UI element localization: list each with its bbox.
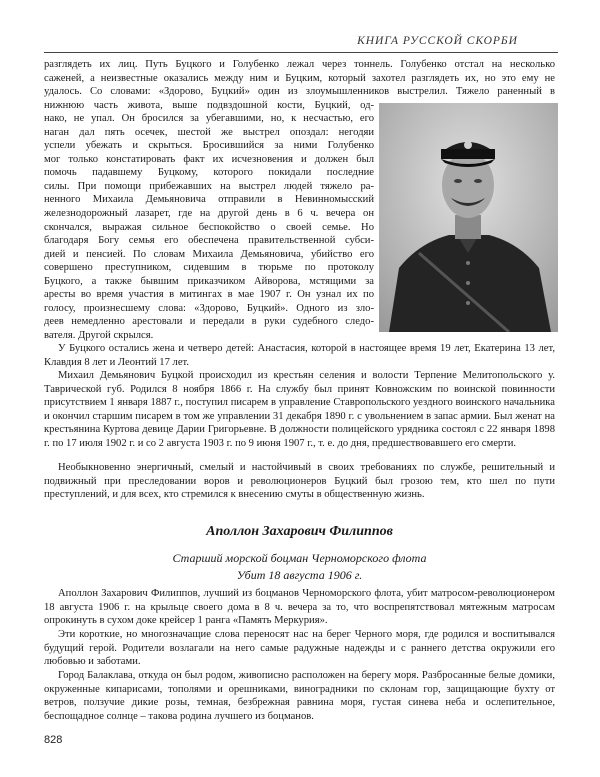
filippov-text-1: Аполлон Захарович Филиппов, лучший из боцманов Черноморского флота, убит матросом-революционером 18 августа 1906 г. на крыльце своего дома в 8 ч. вечера за то, что воспрепятствовал мятежным матросам опрокинуть в сухом доке крейсер 1 ранга «Память Меркурия».: [44, 588, 555, 627]
running-header: [44, 33, 558, 53]
family-paragraph: [44, 342, 555, 369]
summary-text: Необыкновенно энергичный, смелый и настойчивый в своих требованиях по службе, решительный и подвижный при преследовании воров и революционеров Буцкий был грозою тем, кто шел по пути преступлений, и для всех, кто стремился к внесению смуты в общественную жизнь.: [44, 462, 555, 501]
text-line: вателя. Другой скрылся.: [44, 329, 154, 341]
text-line: ненного Михаила Демьяновича отправили в Невинномысский: [44, 194, 374, 206]
section-death-date: Убит 18 августа 1906 г.: [236, 568, 363, 582]
text-line: нако, не упал. Он бросился за убегавшими, но, к несчастью, его: [44, 113, 374, 125]
section-role: Старший морской боцман Черноморского флота: [172, 551, 427, 565]
text-line: саженей, а неизвестные оказались между ним и Буцким, который захотел разглядеть их, но это ему не: [44, 72, 555, 84]
text-line: дией и пенсией. По словам Михаила Демьяновича, убийство его: [44, 248, 374, 260]
page-number: 828: [44, 734, 63, 746]
header-rule: [44, 52, 558, 53]
wrapped-paragraph: [44, 99, 374, 343]
text-line: удалось. Со словами: «Здорово, Буцкий» один из злоумышленников выстрелил. Тяжело раненный в: [44, 86, 555, 98]
filippov-paragraph-2: [44, 628, 555, 669]
section-heading: [44, 523, 555, 583]
text-line: силы. При помощи прибежавших на выстрел людей тяжело ра-: [44, 180, 374, 192]
section-name: Аполлон Захарович Филиппов: [206, 524, 393, 539]
text-line: наган дал пять осечек, шестой же выстрел опоздал: негодяи: [44, 126, 374, 138]
text-line: Буцкого, а также бывшим приказчиком Айворова, мстящими за: [44, 275, 374, 287]
text-line: помочь падавшему Буцкому, которого покидали последние: [44, 167, 374, 179]
biography-text: Михаил Демьянович Буцкой происходил из крестьян селения и волости Терпение Мелитопольского у. Таврической губ. Родился 8 ноября 1866 г. На службу был принят Ковножским по воинской повинности присутствием 1 января 1887 г., поступил писарем в управление Ставропольского уездного воинского начальника и окончил старшим писарем в том же управлении 31 декабря 1890 г. с увольнением в запас армии. Был женат на крестьянина Куртова девице Дарии Григорьевне. В должности полицейского урядника состоял с 22 января 1898 г. по 17 июля 1902 г. и со 2 августа 1903 г. по 9 июня 1907 г., т. е. до дня, предшествовавшего его смерти.: [44, 370, 555, 449]
portrait-photo: [379, 103, 558, 332]
text-line: разглядеть их лиц. Путь Буцкого и Голубенко лежал через тоннель. Голубенко отстал на несколько: [44, 59, 555, 70]
text-line: голосу, произнесшему слова: «Здорово, Буцкий». Одного из зло-: [44, 302, 374, 314]
text-line: благодаря Богу семья его обеспечена правительственной субси-: [44, 235, 374, 247]
filippov-paragraph-3: [44, 669, 555, 723]
text-line: успели убежать и скрыться. Бросившийся за ними Голубенко: [44, 140, 374, 152]
text-line: совершено преступником, сидевшим в тюрьме по протоколу: [44, 262, 374, 274]
filippov-text-2: Эти короткие, но многозначащие слова переносят нас на берег Черного моря, где родился и воспитывался будущий герой. Родители возлагали на него самые радужные надежды и с раннего детства окружили его любовью и заботами.: [44, 629, 555, 668]
text-line: нижнюю часть живота, выше подвздошной кости, Буцкий, од-: [44, 99, 374, 111]
biography-paragraph: [44, 369, 555, 450]
text-line: мог только констатировать факт их исчезновения и должен был: [44, 153, 374, 165]
filippov-text-3: Город Балаклава, откуда он был родом, живописно расположен на берегу моря. Разбросанные белые домики, окруженные кипарисами, тополями и орешниками, виноградники по склонам гор, защищающие бухту от ветров, ползучие дикие розы, темная, безбрежная равнина моря, густая синева неба и ослепительное, беспощадное солнце – такова родина лучшего из боцманов.: [44, 670, 555, 722]
filippov-paragraph-1: [44, 587, 555, 628]
text-line: скончался, выражая сильное беспокойство о своей семье. Но: [44, 221, 374, 233]
family-text: У Буцкого остались жена и четверо детей: Анастасия, которой в настоящее время 19 лет, Екатерина 13 лет, Клавдия 8 лет и Леонтий 17 лет.: [44, 343, 555, 368]
text-line: аресты во время участия в митингах в мае 1907 г. Он узнал их по: [44, 289, 374, 301]
running-header-title: КНИГА РУССКОЙ СКОРБИ: [357, 35, 518, 47]
summary-paragraph: [44, 461, 555, 502]
text-line: деев немедленно арестовали и передали в руки судебного следо-: [44, 316, 374, 328]
text-line: железнодорожный лазарет, где на другой день в 6 ч. вечера он: [44, 207, 374, 219]
intro-paragraph: [44, 58, 555, 99]
